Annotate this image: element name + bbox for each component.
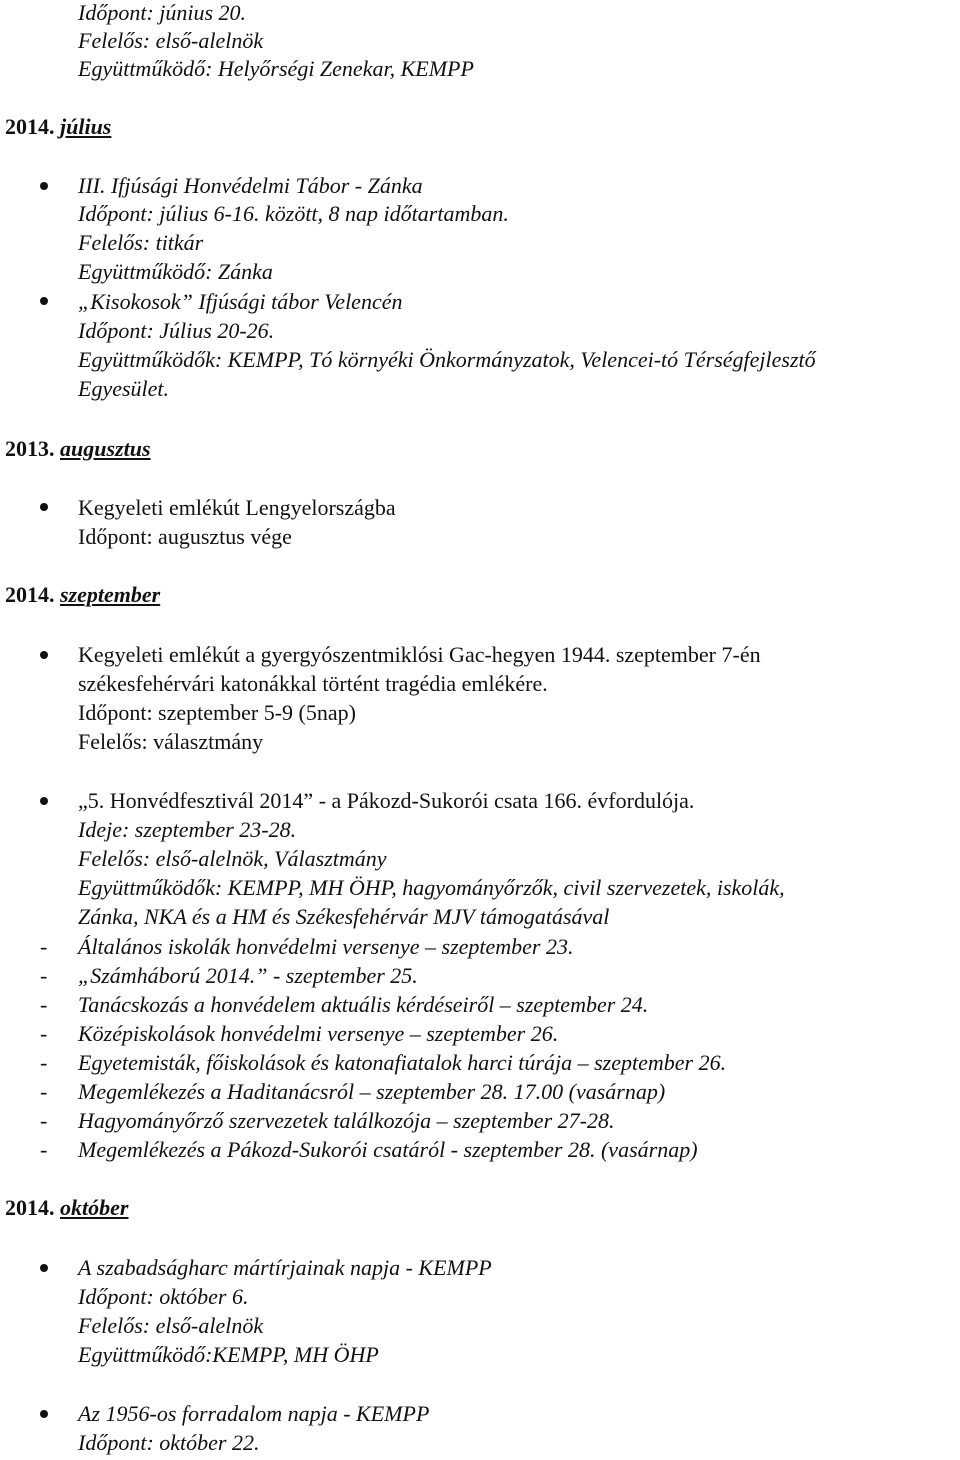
festival-subevent-2: „Számháború 2014.” - szeptember 25. <box>78 963 418 988</box>
bullet-icon <box>40 651 48 659</box>
dash-bullet-icon: - <box>40 992 48 1017</box>
october-item-1-time: Időpont: október 6. <box>78 1284 249 1309</box>
dash-bullet-icon: - <box>40 934 48 959</box>
october-item-2-time: Időpont: október 22. <box>78 1430 260 1455</box>
festival-subevent-3: Tanácskozás a honvédelem aktuális kérdéseiről – szeptember 24. <box>78 992 649 1017</box>
september-item-1-responsible: Felelős: választmány <box>78 729 264 754</box>
july-item-1-partners: Együttműködő: Zánka <box>78 259 273 284</box>
dash-bullet-icon: - <box>40 1021 48 1046</box>
bullet-icon <box>40 503 48 511</box>
heading-october-month: október <box>60 1195 129 1220</box>
june-partners: Együttműködő: Helyőrségi Zenekar, KEMPP <box>78 56 474 81</box>
august-item-title: Kegyeleti emlékút Lengyelországba <box>78 495 396 520</box>
heading-july-year: 2014. <box>5 114 55 139</box>
festival-responsible: Felelős: első-alelnök, Választmány <box>78 846 387 871</box>
heading-august-month: augusztus <box>60 436 151 461</box>
festival-partners-1: Együttműködők: KEMPP, MH ÖHP, hagyományőrzők, civil szervezetek, iskolák, <box>78 875 785 900</box>
october-item-1-responsible: Felelős: első-alelnök <box>78 1313 264 1338</box>
bullet-icon <box>40 182 48 190</box>
september-item-1-time: Időpont: szeptember 5-9 (5nap) <box>78 700 356 725</box>
july-item-2-title: „Kisokosok” Ifjúsági tábor Velencén <box>78 289 403 314</box>
july-item-2-partners-1: Együttműködők: KEMPP, Tó környéki Önkormányzatok, Velencei-tó Térségfejlesztő <box>78 347 816 372</box>
heading-october-year: 2014. <box>5 1195 55 1220</box>
october-item-2-title: Az 1956-os forradalom napja - KEMPP <box>78 1401 430 1426</box>
dash-bullet-icon: - <box>40 963 48 988</box>
july-item-1-responsible: Felelős: titkár <box>78 230 204 255</box>
bullet-icon <box>40 1410 48 1418</box>
july-item-1-title: III. Ifjúsági Honvédelmi Tábor - Zánka <box>78 173 423 198</box>
festival-subevent-7: Hagyományőrző szervezetek találkozója – szeptember 27-28. <box>78 1108 615 1133</box>
festival-subevent-8: Megemlékezés a Pákozd-Sukorói csatáról - szeptember 28. (vasárnap) <box>78 1137 698 1162</box>
july-item-1-time: Időpont: július 6-16. között, 8 nap időtartamban. <box>78 201 509 226</box>
festival-partners-2: Zánka, NKA és a HM és Székesfehérvár MJV támogatásával <box>78 904 610 929</box>
dash-bullet-icon: - <box>40 1108 48 1133</box>
heading-august <box>5 436 151 462</box>
festival-subevent-5: Egyetemisták, főiskolások és katonafiatalok harci túrája – szeptember 26. <box>78 1050 727 1075</box>
july-item-2-partners-2: Egyesület. <box>78 376 170 401</box>
festival-subevent-1: Általános iskolák honvédelmi versenye – szeptember 23. <box>78 934 574 959</box>
dash-bullet-icon: - <box>40 1050 48 1075</box>
heading-july <box>5 114 111 140</box>
dash-bullet-icon: - <box>40 1079 48 1104</box>
heading-september-month: szeptember <box>60 582 161 607</box>
september-item-1-line-1: Kegyeleti emlékút a gyergyószentmiklósi Gac-hegyen 1944. szeptember 7-én <box>78 642 761 667</box>
june-responsible: Felelős: első-alelnök <box>78 28 264 53</box>
bullet-icon <box>40 797 48 805</box>
dash-bullet-icon: - <box>40 1137 48 1162</box>
september-item-1-line-2: székesfehérvári katonákkal történt tragédia emlékére. <box>78 671 548 696</box>
june-time: Időpont: június 20. <box>78 0 247 25</box>
bullet-icon <box>40 1264 48 1272</box>
heading-july-month: július <box>60 114 112 139</box>
festival-subevent-4: Középiskolások honvédelmi versenye – szeptember 26. <box>78 1021 559 1046</box>
october-item-1-title: A szabadságharc mártírjainak napja - KEMPP <box>78 1255 492 1280</box>
heading-october <box>5 1195 128 1221</box>
heading-august-year: 2013. <box>5 436 55 461</box>
heading-september-year: 2014. <box>5 582 55 607</box>
heading-september <box>5 582 160 608</box>
october-item-1-partners: Együttműködő:KEMPP, MH ÖHP <box>78 1342 379 1367</box>
august-item-time: Időpont: augusztus vége <box>78 524 292 549</box>
festival-title: „5. Honvédfesztivál 2014” - a Pákozd-Sukorói csata 166. évfordulója. <box>78 788 695 813</box>
july-item-2-time: Időpont: Július 20-26. <box>78 318 275 343</box>
festival-subevent-6: Megemlékezés a Haditanácsról – szeptember 28. 17.00 (vasárnap) <box>78 1079 666 1104</box>
festival-time: Ideje: szeptember 23-28. <box>78 817 297 842</box>
bullet-icon <box>40 297 48 305</box>
